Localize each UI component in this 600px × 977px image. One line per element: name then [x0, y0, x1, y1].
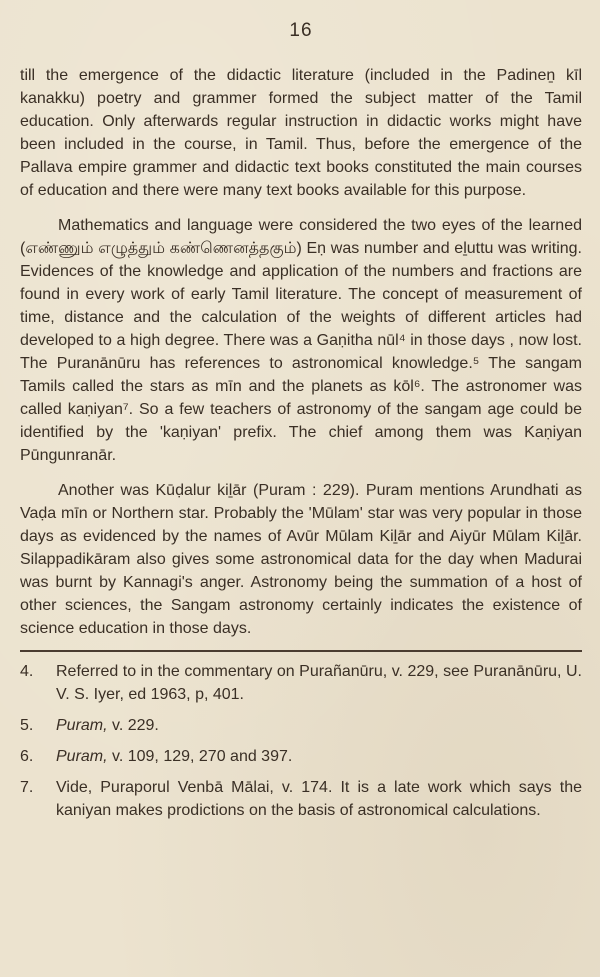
footnote-italic: Puram,: [56, 717, 108, 734]
footnote-divider: [20, 650, 582, 652]
footnote-7: [20, 776, 582, 822]
footnote-5: [20, 714, 582, 737]
paragraph-1: till the emergence of the didactic literature (included in the Padineṉ kīl kanakku) poetry and grammer formed the subject matter of the Tamil education. Only afterwards regular instruction in didactic works might have been included in the course, in Tamil. Thus, before the emergence of the Pallava empire grammer and didactic text books constituted the main courses of education and there were many text books available for this purpose.: [20, 67, 582, 199]
footnote-body: v. 229.: [107, 717, 159, 734]
footnote-text: [56, 745, 582, 768]
paragraph-2: Mathematics and language were considered the two eyes of the learned (எண்ணும் எழுத்தும் கண்ணெனத்தகும்) Eṇ was number and eḻuttu was writing. Evidences of the knowledge and application of the numbers and fractions are found in every work of early Tamil literature. The concept of measurement of time, distance and the calculation of the weights of different articles had developed to a high degree. There was a Gaṇitha nūl⁴ in those days , now lost. The Puranānūru has references to astronomical knowledge.⁵ The sangam Tamils called the stars as mīn and the planets as kōl⁶. The astronomer was called kaṇiyan⁷. So a few teachers of astronomy of the sangam age could be identified by the 'kaṇiyan' prefix. The chief among them was Kaṇiyan Pūngunranār.: [20, 217, 582, 464]
footnote-body: Referred to in the commentary on Purañanūru, v. 229, see Puranānūru, U. V. S. Iyer, ed 1963, p, 401.: [56, 663, 582, 703]
page-number: 16: [289, 20, 313, 41]
footnote-italic: Puram,: [56, 748, 108, 765]
footnote-number: 6.: [20, 748, 34, 765]
footnotes-list: [20, 660, 582, 822]
footnote-number: 4.: [20, 663, 34, 680]
paragraph-3: Another was Kūḍalur kiḻār (Puram : 229). Puram mentions Arundhati as Vaḍa mīn or Northern star. Probably the 'Mūlam' star was very popular in those days as evidenced by the names of Avūr Mūlam Kiḻār and Aiyūr Mūlam Kiḻār. Silappadikāram also gives some astronomical data for the day when Madurai was burnt by Kannagi's anger. Astronomy being the summation of a host of other sciences, the Sangam astronomy certainly indicates the existence of science education in those days.: [20, 482, 582, 637]
footnote-body: v. 109, 129, 270 and 397.: [107, 748, 293, 765]
footnote-number: 5.: [20, 717, 34, 734]
body-text: [20, 64, 582, 640]
footnote-body: Vide, Puraporul Venbā Mālai, v. 174. It is a late work which says the kaniyan makes prodictions on the basis of astronomical calculations.: [56, 779, 582, 819]
footnote-number: 7.: [20, 779, 34, 796]
footnote-4: [20, 660, 582, 706]
footnote-text: [56, 776, 582, 822]
footnote-text: [56, 660, 582, 706]
footnote-text: [56, 714, 582, 737]
footnote-6: [20, 745, 582, 768]
